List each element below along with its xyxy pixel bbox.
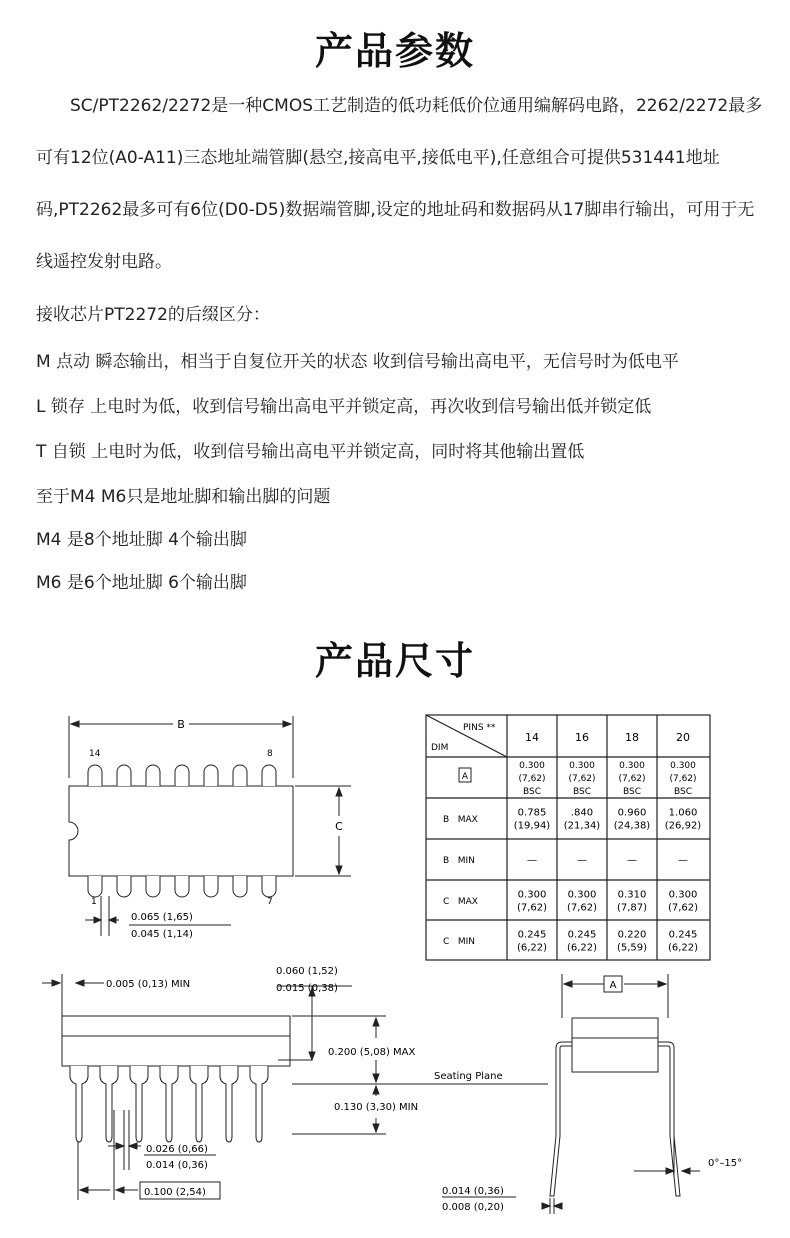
- lead-thick-max: 0.026 (0,66): [146, 1144, 208, 1155]
- table-cell: 0.310: [617, 889, 647, 901]
- table-row-label: B MIN: [443, 856, 475, 866]
- top-pin: [204, 765, 218, 786]
- table-col-header: 18: [625, 731, 639, 744]
- table-col-header: 14: [525, 731, 539, 744]
- m4-m6-note: 至于M4 M6只是地址脚和输出脚的问题: [36, 487, 331, 507]
- intro-paragraph: SC/PT2262/2272是一种CMOS工艺制造的低功耗低价位通用编解码电路，2262/2272最多可有12位(A0-A11)三态地址端管脚(悬空,接高电平,接低电平),任意组合可提供531441地址码,PT2262最多可有6位(D0-D5)数据端管脚,设定的地址码和数据码从17脚串行输出，可用于无线遥控发射电路。: [36, 96, 763, 272]
- seating-plane-label: Seating Plane: [434, 1071, 503, 1082]
- table-cell: 0.300: [668, 889, 698, 901]
- table-cell: (6,22): [566, 942, 598, 954]
- side-lead: [160, 1066, 178, 1142]
- table-col-header: 20: [676, 731, 690, 744]
- m4-line: M4 是8个地址脚 4个输出脚: [36, 530, 247, 550]
- table-cell: 0.785: [517, 807, 547, 819]
- table-cell: 0.245: [668, 929, 698, 941]
- lead-width-min: 0.045 (1,14): [131, 929, 193, 940]
- pitch-label: 0.100 (2,54): [144, 1187, 206, 1198]
- m6-line: M6 是6个地址脚 6个输出脚: [36, 573, 247, 593]
- table-cell: 0.300: [569, 761, 595, 771]
- dimension-table: [425, 714, 715, 964]
- table-cell: (5,59): [616, 942, 648, 954]
- table-cell: —: [627, 855, 637, 866]
- side-lead: [100, 1066, 118, 1142]
- suffix-m-line: M 点动 瞬态输出，相当于自复位开关的状态 收到信号输出高电平，无信号时为低电平: [36, 352, 679, 372]
- angle-label: 0°–15°: [708, 1158, 743, 1169]
- label-c: C: [335, 820, 343, 833]
- bottom-pin: [204, 876, 218, 897]
- table-cell: (21,34): [563, 820, 601, 832]
- standoff-min: 0.015 (0,38): [276, 983, 338, 994]
- table-cell: BSC: [622, 787, 642, 797]
- table-cell: 1.060: [668, 807, 698, 819]
- table-cell: (7,62): [669, 774, 697, 784]
- table-cell: (7,62): [568, 774, 596, 784]
- suffix-l-line: L 锁存 上电时为低，收到信号输出高电平并锁定高，再次收到信号输出低并锁定低: [36, 397, 652, 417]
- table-cell: BSC: [572, 787, 592, 797]
- standoff-max: 0.060 (1,52): [276, 966, 338, 977]
- min-offset-label: 0.005 (0,13) MIN: [106, 979, 191, 990]
- top-pin: [117, 765, 131, 786]
- side-lead: [190, 1066, 208, 1142]
- lead-length-min: 0.130 (3,30) MIN: [334, 1102, 419, 1113]
- table-header-pins: PINS **: [463, 723, 496, 733]
- bottom-pin: [88, 876, 102, 897]
- table-cell: —: [527, 855, 537, 866]
- table-cell: (26,92): [664, 820, 702, 832]
- lead-width-max: 0.065 (1,65): [131, 912, 193, 923]
- end-label-a: A: [609, 980, 617, 991]
- end-view-drawing: [438, 966, 783, 1226]
- table-cell: (7,62): [618, 774, 646, 784]
- top-pin: [233, 765, 247, 786]
- top-pin: [88, 765, 102, 786]
- section-title-dimensions: 产品尺寸: [314, 639, 475, 683]
- bottom-pin: [233, 876, 247, 897]
- top-pin: [146, 765, 160, 786]
- pin-14-label: 14: [89, 749, 101, 759]
- table-cell: 0.300: [519, 761, 545, 771]
- lead-thick-min: 0.014 (0,36): [146, 1160, 208, 1171]
- table-cell: (7,62): [667, 902, 699, 914]
- table-cell: (7,87): [616, 902, 648, 914]
- table-row-label: C MAX: [443, 897, 478, 907]
- side-lead: [70, 1066, 88, 1142]
- top-pin: [175, 765, 189, 786]
- table-cell: 0.960: [617, 807, 647, 819]
- table-cell: (7,62): [516, 902, 548, 914]
- table-cell: 0.300: [619, 761, 645, 771]
- table-cell: 0.220: [617, 929, 647, 941]
- table-row-label: C MIN: [443, 937, 476, 947]
- table-cell: (19,94): [513, 820, 551, 832]
- table-row-label: A: [461, 772, 469, 782]
- table-cell: (6,22): [516, 942, 548, 954]
- side-lead: [130, 1066, 148, 1142]
- table-cell: BSC: [673, 787, 693, 797]
- bottom-pin: [175, 876, 189, 897]
- body-height-max: 0.200 (5,08) MAX: [328, 1047, 416, 1058]
- section-title-parameters: 产品参数: [314, 29, 475, 73]
- pin-1-label: 1: [91, 897, 97, 907]
- label-b: B: [177, 718, 185, 731]
- table-cell: (6,22): [667, 942, 699, 954]
- bottom-pin: [262, 876, 276, 897]
- bottom-pin: [146, 876, 160, 897]
- top-pin: [262, 765, 276, 786]
- bottom-pin: [117, 876, 131, 897]
- table-cell: 0.245: [517, 929, 547, 941]
- end-lead-min: 0.008 (0,20): [442, 1202, 504, 1213]
- end-lead-max: 0.014 (0,36): [442, 1186, 504, 1197]
- table-cell: (24,38): [613, 820, 651, 832]
- suffix-heading: 接收芯片PT2272的后缀区分：: [36, 305, 270, 325]
- top-view-drawing: [55, 708, 375, 968]
- table-cell: —: [577, 855, 587, 866]
- table-col-header: 16: [575, 731, 589, 744]
- table-cell: (7,62): [518, 774, 546, 784]
- side-lead: [250, 1066, 268, 1142]
- table-cell: 0.300: [567, 889, 597, 901]
- pin-7-label: 7: [267, 897, 273, 907]
- table-cell: —: [678, 855, 688, 866]
- table-cell: 0.245: [567, 929, 597, 941]
- table-cell: BSC: [522, 787, 542, 797]
- side-lead: [220, 1066, 238, 1142]
- table-cell: (7,62): [566, 902, 598, 914]
- pin-8-label: 8: [267, 749, 273, 759]
- table-cell: 0.300: [670, 761, 696, 771]
- table-row-label: B MAX: [443, 815, 478, 825]
- table-header-dim: DIM: [431, 743, 449, 753]
- table-cell: 0.300: [517, 889, 547, 901]
- table-cell: .840: [570, 807, 594, 819]
- suffix-t-line: T 自锁 上电时为低，收到信号输出高电平并锁定高，同时将其他输出置低: [36, 442, 585, 462]
